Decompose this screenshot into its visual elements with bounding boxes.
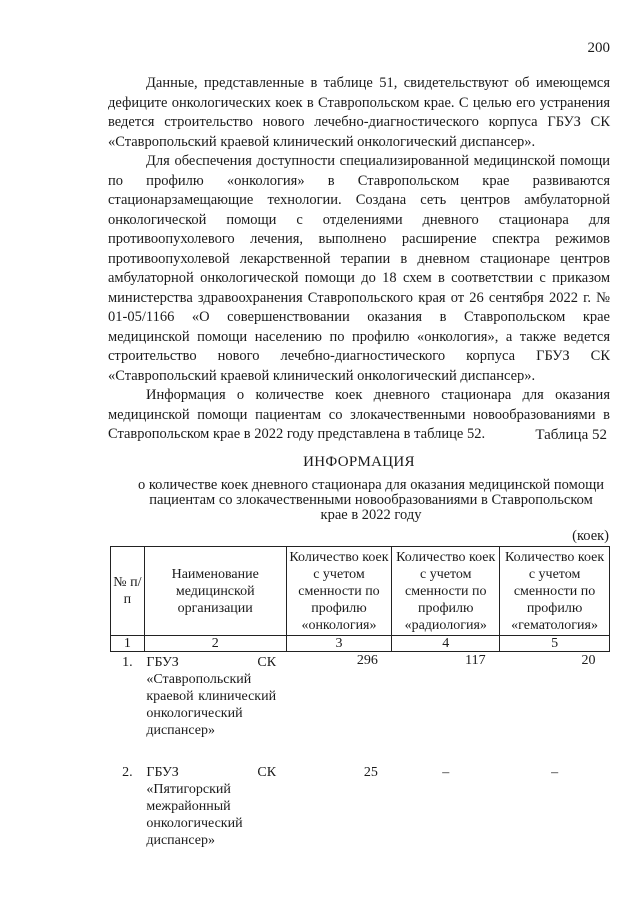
page-number: 200 (587, 40, 610, 56)
column-number: 4 (392, 636, 500, 652)
document-heading: ИНФОРМАЦИЯ (303, 454, 415, 470)
row-hematology-value: – (551, 765, 559, 780)
column-number: 3 (286, 636, 392, 652)
row-index: 2. (122, 765, 133, 780)
row-organization: ГБУЗ СК «Пятигорский межрайонный онкологический диспансер» (146, 765, 277, 848)
row-radiology-value: 117 (465, 653, 486, 668)
row-organization: ГБУЗ СК «Ставропольский краевой клинический онкологический диспансер» (146, 655, 277, 738)
column-number: 5 (500, 636, 610, 652)
body-text (108, 74, 610, 445)
row-radiology-value: – (442, 765, 450, 780)
header-organization: Наименование медицинской организации (144, 547, 286, 636)
row-index: 1. (122, 655, 133, 670)
header-hematology: Количество коек с учетом сменности по профилю «гематология» (500, 547, 610, 636)
table-header-row (111, 547, 610, 636)
paragraph: Данные, представленные в таблице 51, свидетельствуют об имеющемся дефиците онкологических коек в Ставропольском крае. С целью его устранения ведется строительство нового лечебно-диагностического корпуса ГБУЗ СК «Ставропольский краевой клинический онкологический диспансер». (108, 75, 610, 150)
table-caption: Таблица 52 (535, 427, 607, 443)
row-oncology-value: 25 (363, 765, 378, 780)
header-oncology: Количество коек с учетом сменности по профилю «онкология» (286, 547, 392, 636)
column-number-row (111, 636, 610, 652)
paragraph: Для обеспечения доступности специализированной медицинской помощи по профилю «онкология» в Ставропольском крае развиваются стационарзамещающие технологии. Создана сеть центров амбулаторной онкологической помощи с отделениями дневного стационара для противоопухолевого лечения, выполнено расширение спектра режимов противоопухолевой лекарственной терапии в дневном стационаре центров амбулаторной онкологической помощи до 18 схем в соответствии с приказом министерства здравоохранения Ставропольского края от 26 сентября 2022 г. № 01-05/1166 «О совершенствовании оказания в Ставропольском крае медицинской помощи населению по профилю «онкология», а также ведется строительство нового лечебно-диагностического корпуса ГБУЗ СК «Ставропольский краевой клинический онкологический диспансер». (108, 153, 610, 384)
header-radiology: Количество коек с учетом сменности по профилю «радиология» (392, 547, 500, 636)
beds-table (110, 546, 610, 849)
paragraph: Информация о количестве коек дневного стационара для оказания медицинской помощи пациентам со злокачественными новообразованиями в Ставропольском крае в 2022 году представлена в таблице 52. (108, 387, 610, 442)
column-number: 2 (144, 636, 286, 652)
document-subheading: о количестве коек дневного стационара для оказания медицинской помощи пациентам со злокачественными новообразованиями в Ставропольском крае в 2022 году (137, 477, 604, 523)
column-number: 1 (111, 636, 145, 652)
table-row (111, 652, 610, 755)
header-number: № п/п (111, 547, 145, 636)
units-note: (коек) (572, 528, 609, 544)
table-row (111, 754, 610, 849)
row-oncology-value: 296 (356, 653, 378, 668)
row-hematology-value: 20 (581, 653, 596, 668)
